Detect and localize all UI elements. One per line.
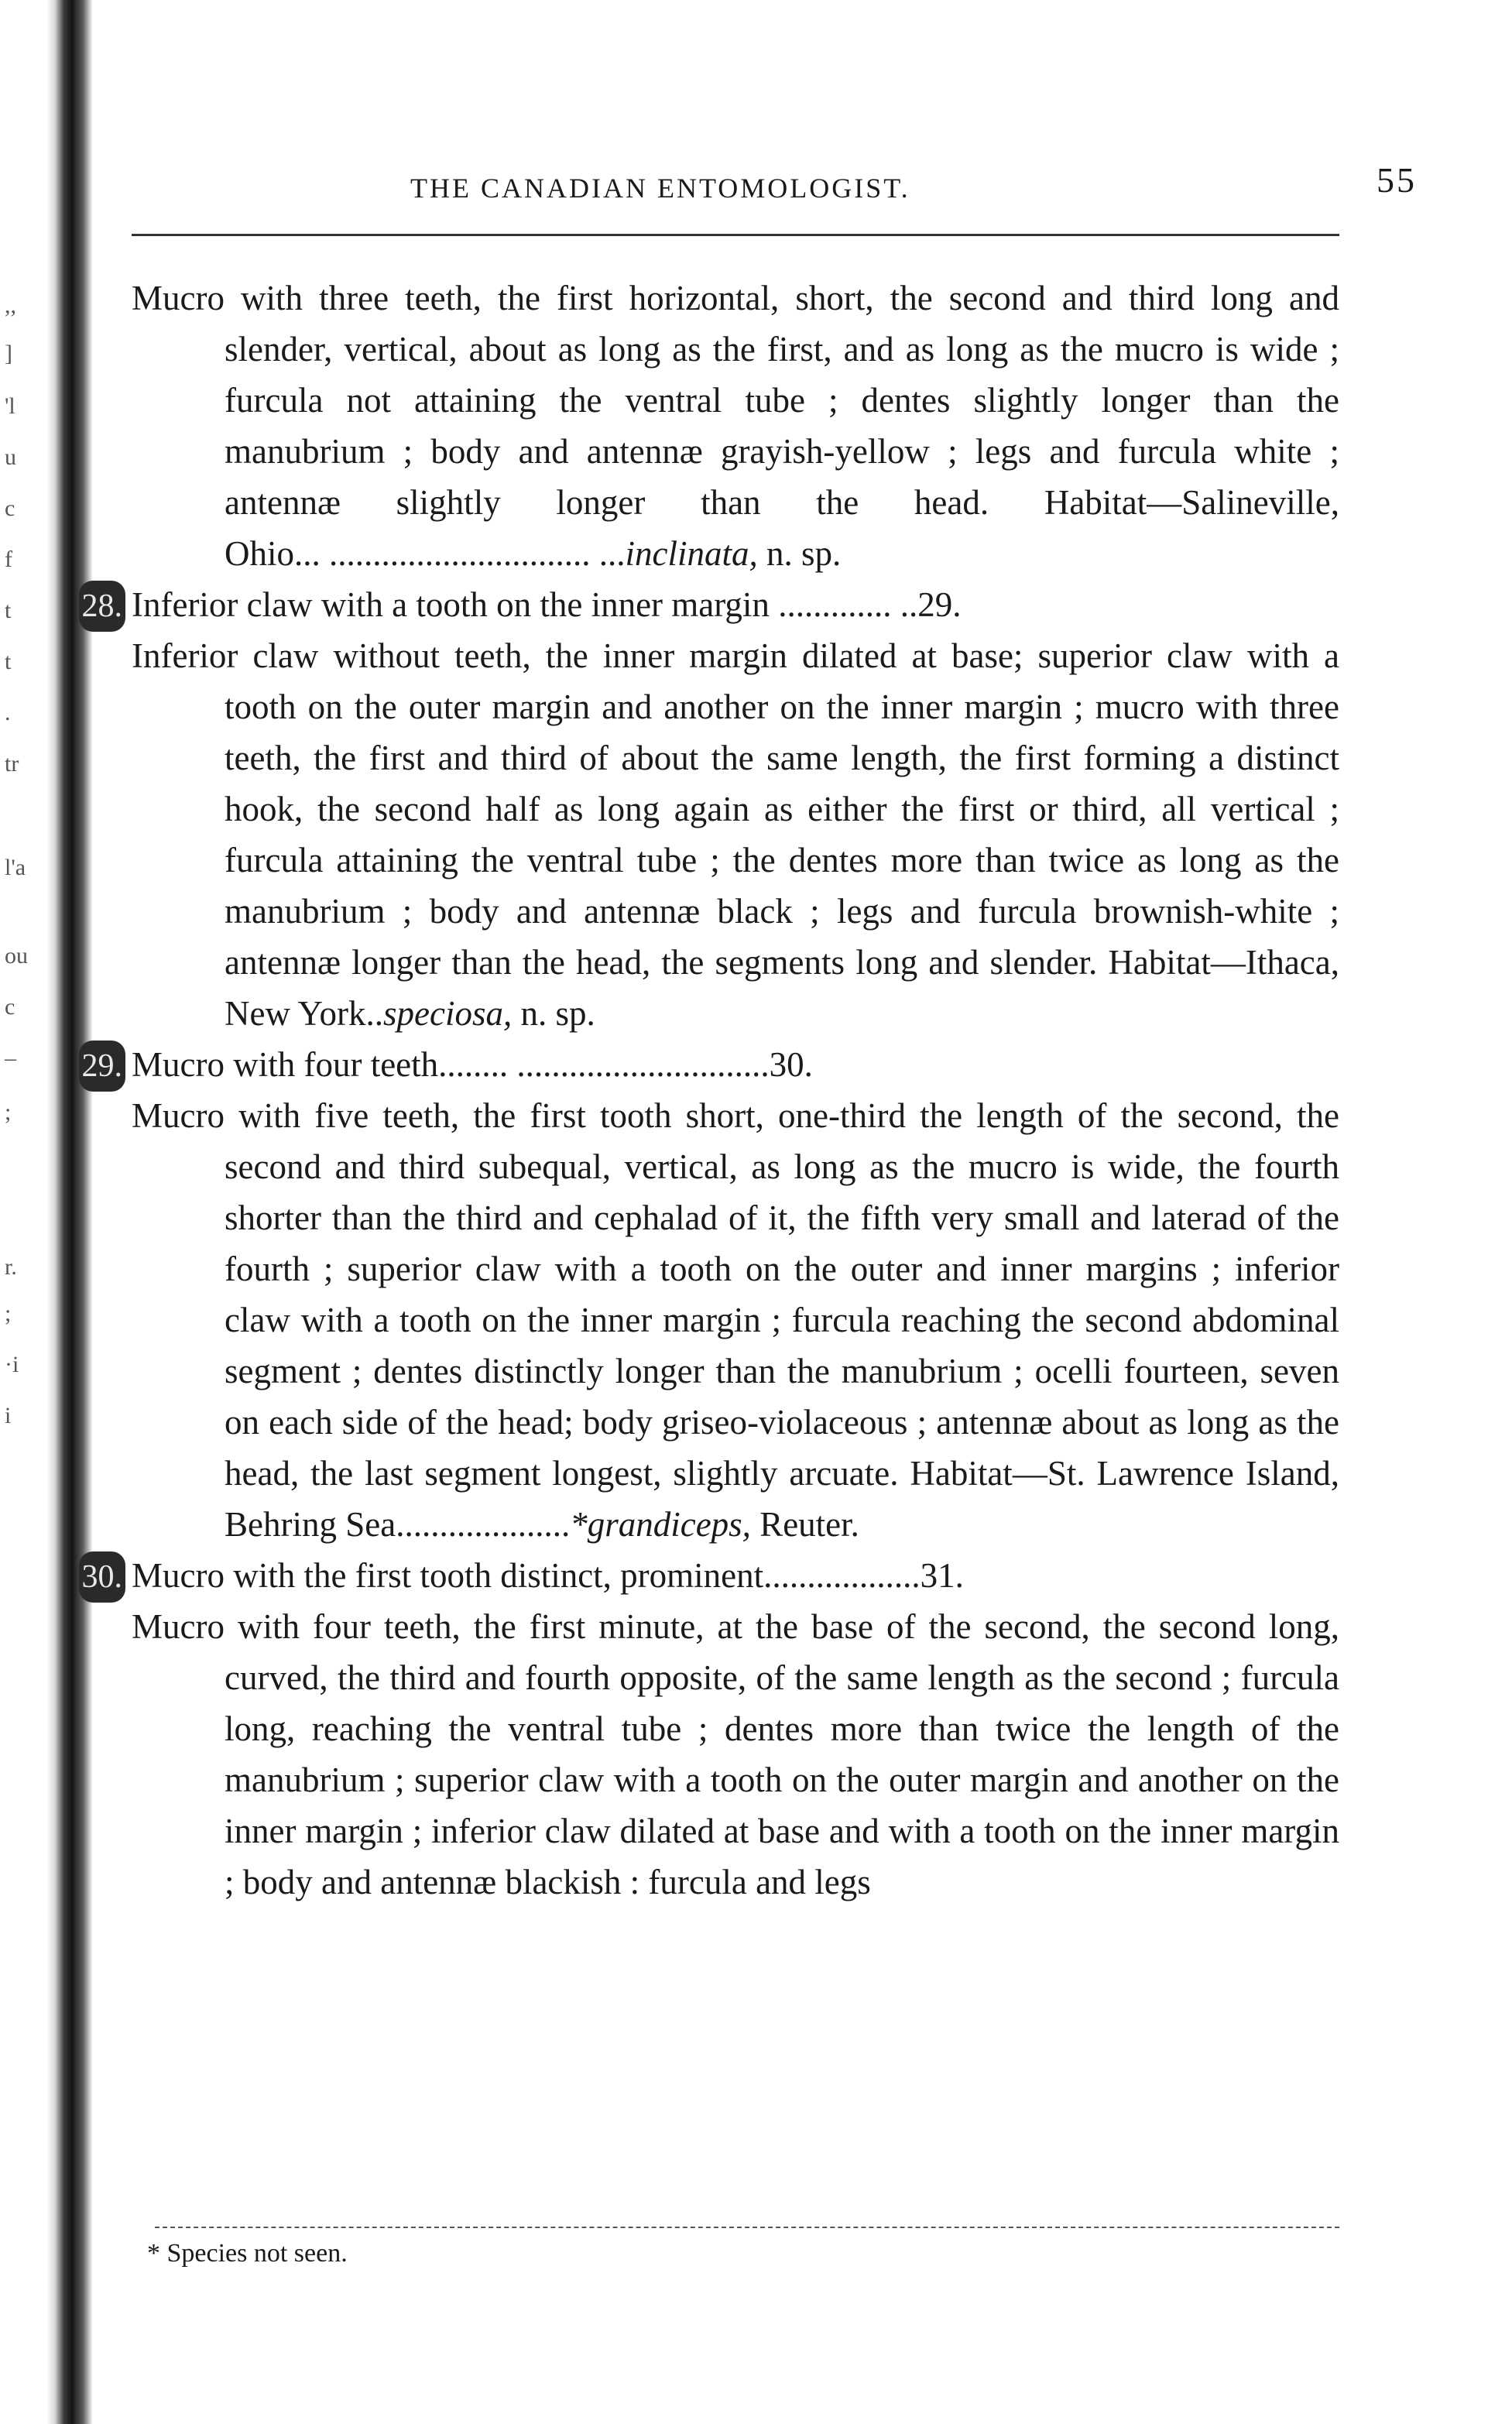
key-couplet <box>81 1039 1339 1090</box>
facing-page-edge: ,, ] 'l u c f t t . tr l'a ou c – ; r. ; ·i i <box>5 293 28 1428</box>
key-couplet <box>81 579 1339 630</box>
taxon-name: *grandiceps, <box>570 1505 751 1544</box>
dot-leader: .. <box>365 994 384 1033</box>
couplet-number: 28. <box>79 581 126 632</box>
taxon-authority: n. sp. <box>520 994 595 1033</box>
couplet-text: Inferior claw with a tooth on the inner margin <box>132 585 770 624</box>
header-rule <box>132 234 1339 236</box>
dot-leader: ............. .. <box>769 585 918 624</box>
couplet-text: Mucro with five teeth, the first tooth short, one-third the length of the second, the second and third subequal, vertical, as long as the mucro is wide, the fourth shorter than the third and cephalad of it, the fifth very small and laterad of the fourth ; superior claw with a tooth on the outer and inner margins ; inferior claw with a tooth on the inner margin ; furcula reaching the second abdominal segment ; dentes distinctly longer than the manubrium ; ocelli fourteen, seven on each side of the head; body griseo-violaceous ; antennæ about as long as the head, the last segment longest, slightly arcuate. Habitat—St. Lawrence Island, Behring Sea <box>132 1096 1339 1544</box>
couplet-number: 29. <box>79 1041 126 1092</box>
taxon-name: speciosa, <box>383 994 513 1033</box>
identification-key <box>81 273 1339 1908</box>
couplet-text: Mucro with four teeth <box>132 1045 439 1084</box>
couplet-lead <box>396 1505 859 1544</box>
couplet-text: Mucro with the first tooth distinct, prominent <box>132 1556 764 1595</box>
key-couplet <box>132 1090 1339 1550</box>
taxon-name: inclinata, <box>625 534 758 573</box>
dot-leader: ... .............................. ... <box>294 534 626 573</box>
couplet-text: Mucro with three teeth, the first horizontal, short, the second and third long and slender, vertical, about as long as the first, and as long as the mucro is wide ; furcula not attaining the ventral tube ; dentes slightly longer than the manubrium ; body and antennæ grayish-yellow ; legs and furcula white ; antennæ slightly longer than the head. Habitat—Salineville, Ohio <box>132 279 1339 573</box>
running-title: THE CANADIAN ENTOMOLOGIST. <box>410 173 910 204</box>
page-header <box>410 159 1417 206</box>
couplet-lead <box>366 994 595 1033</box>
couplet-number: 30. <box>79 1551 126 1603</box>
couplet-lead <box>294 534 841 573</box>
couplet-text: Mucro with four teeth, the first minute, at the base of the second, the second long, curved, the third and fourth opposite, of the same length as the second ; furcula long, reaching the ventral tube ; dentes more than twice the length of the manubrium ; superior claw with a tooth on the outer margin and another on the inner margin ; inferior claw dilated at base and with a tooth on the inner margin ; body and antennæ blackish : furcula and legs <box>132 1607 1339 1901</box>
dot-leader: .................... <box>396 1505 571 1544</box>
dot-leader: .................. <box>763 1556 921 1595</box>
taxon-authority: Reuter. <box>759 1505 859 1544</box>
couplet-lead <box>438 1045 813 1084</box>
couplet-lead <box>770 585 962 624</box>
couplet-reference: 31. <box>920 1556 964 1595</box>
couplet-lead <box>763 1556 964 1595</box>
key-couplet <box>132 273 1339 579</box>
footnote: * Species not seen. <box>147 2239 348 2268</box>
key-couplet <box>132 630 1339 1039</box>
couplet-reference: 29. <box>917 585 962 624</box>
taxon-authority: n. sp. <box>766 534 842 573</box>
key-couplet <box>81 1550 1339 1601</box>
couplet-reference: 30. <box>769 1045 813 1084</box>
key-couplet <box>132 1601 1339 1908</box>
footnote-rule <box>155 2227 1339 2228</box>
page-binding-gutter <box>46 0 93 2424</box>
couplet-text: Inferior claw without teeth, the inner margin dilated at base; superior claw with a tooth on the outer margin and another on the inner margin ; mucro with three teeth, the first and third of about the same length, the first forming a distinct hook, the second half as long again as either the first or third, all vertical ; furcula attaining the ventral tube ; the dentes more than twice as long as the manubrium ; body and antennæ black ; legs and furcula brownish-white ; antennæ longer than the head, the segments long and slender. Habitat—Ithaca, New York <box>132 636 1339 1033</box>
page-number: 55 <box>1377 160 1417 200</box>
dot-leader: ........ ............................. <box>438 1045 770 1084</box>
